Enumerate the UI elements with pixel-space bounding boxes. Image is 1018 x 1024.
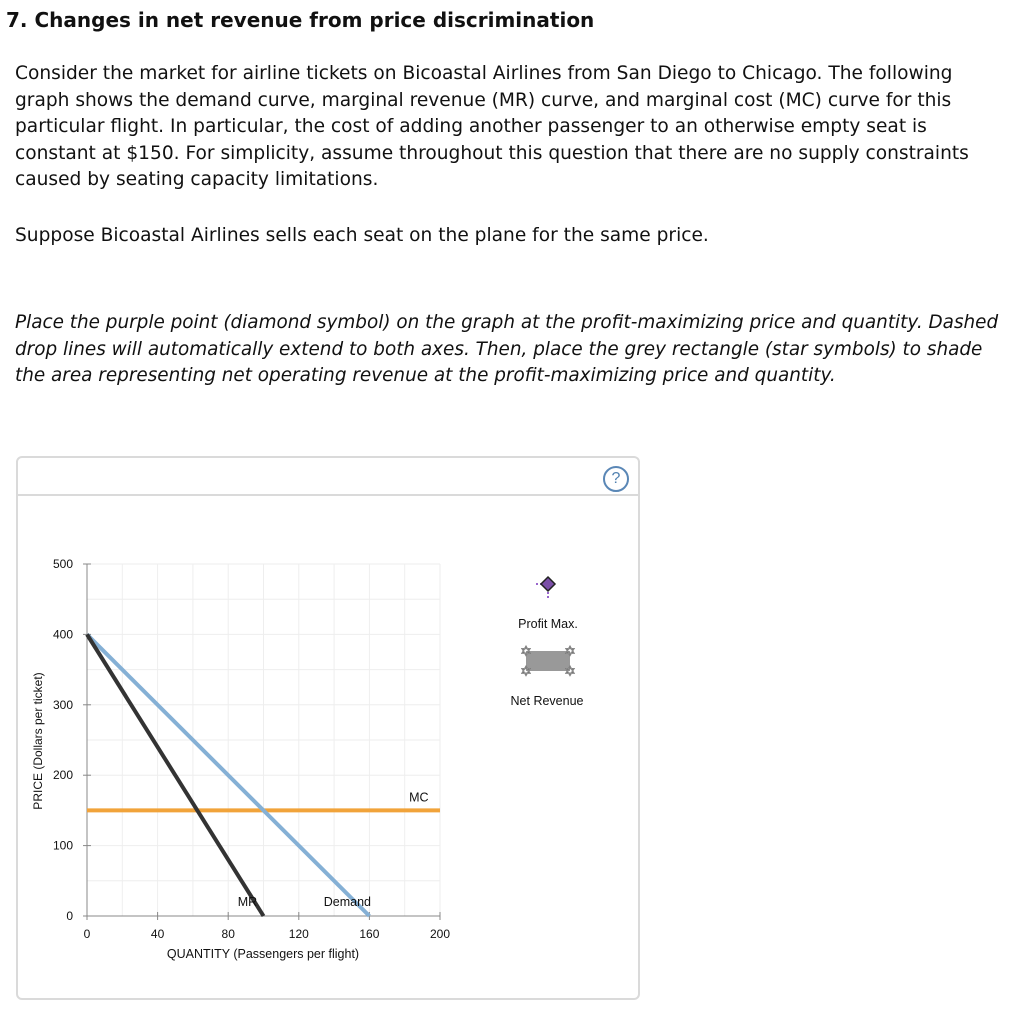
x-tick-label: 120 — [288, 927, 309, 941]
star-icon: ✡ — [520, 643, 532, 659]
x-tick-label: 0 — [83, 927, 91, 941]
x-tick-label: 160 — [359, 927, 380, 941]
y-tick-label: 0 — [66, 909, 73, 923]
question-instructions: Place the purple point (diamond symbol) on the graph at the profit-maximizing price and quantity. Dashed drop lines will automatically extend to both axes. Then, place the grey rectangle (star symbols) to shade the area representing net operating revenue at the profit-maximizing price and quantity. — [15, 312, 999, 387]
y-tick-label: 200 — [52, 768, 73, 783]
help-icon[interactable]: ? — [603, 466, 629, 492]
x-tick-label: 40 — [150, 927, 165, 941]
star-icon: ✡ — [564, 643, 576, 659]
star-icon: ✡ — [520, 663, 532, 679]
demand-label: Demand — [323, 894, 372, 909]
y-tick-label: 100 — [52, 838, 73, 853]
diamond-icon — [541, 577, 555, 591]
question-title: 7. Changes in net revenue from price discrimination — [6, 8, 595, 32]
net-revenue-tool[interactable] — [520, 643, 576, 679]
y-tick-label: 400 — [52, 627, 73, 642]
star-icon: ✡ — [564, 663, 576, 679]
question-context: Consider the market for airline tickets on Bicoastal Airlines from San Diego to Chicago. The following graph shows the demand curve, marginal revenue (MR) curve, and marginal cost (MC) curve for this particular flight. In particular, the cost of adding another passenger to an otherwise empty seat is constant at $150. For simplicity, assume throughout this question that there are no supply constraints caused by seating capacity limitations. — [15, 63, 969, 191]
profit-max-label: Profit Max. — [518, 617, 578, 631]
y-tick-label: 500 — [52, 557, 73, 571]
x-tick-label: 200 — [429, 927, 451, 941]
x-axis-label: QUANTITY (Passengers per flight) — [166, 947, 360, 961]
mc-label: MC — [409, 790, 429, 805]
mr-label: MR — [237, 894, 258, 909]
question-assumption: Suppose Bicoastal Airlines sells each seat on the plane for the same price. — [15, 225, 709, 246]
y-axis-label: PRICE (Dollars per ticket) — [31, 672, 45, 810]
chart-ticks — [53, 557, 450, 941]
chart-grid — [87, 564, 440, 916]
net-revenue-label: Net Revenue — [510, 694, 584, 708]
chart-labels — [238, 790, 429, 909]
profit-max-tool[interactable] — [536, 577, 555, 598]
x-tick-label: 80 — [221, 927, 235, 941]
y-tick-label: 300 — [52, 697, 73, 712]
